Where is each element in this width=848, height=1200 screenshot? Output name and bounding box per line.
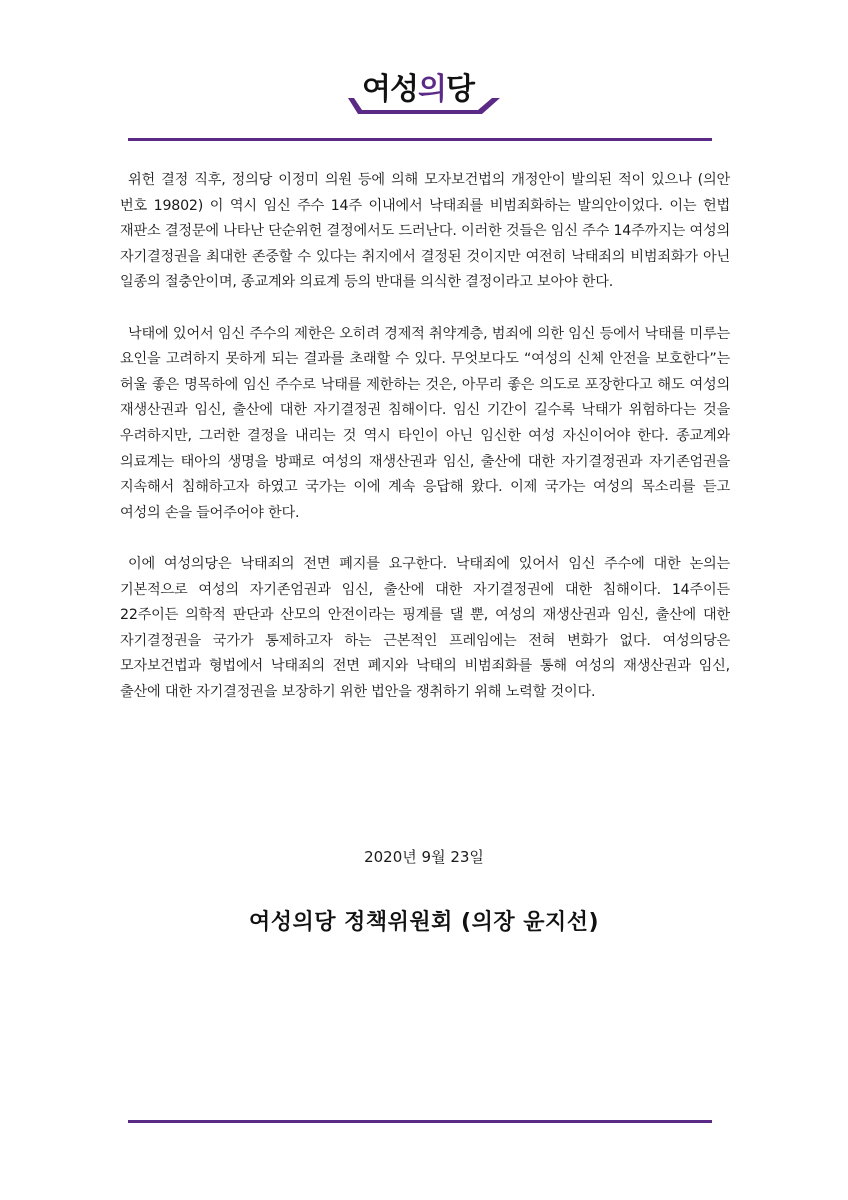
logo-text-accent: 의 xyxy=(418,72,446,107)
header-divider xyxy=(128,138,712,141)
party-logo xyxy=(334,70,514,126)
statement-date: 2020년 9월 23일 xyxy=(364,848,484,866)
logo-swoosh-icon xyxy=(334,70,514,126)
footer-divider xyxy=(128,1120,712,1123)
logo-swoosh-shape xyxy=(348,98,500,114)
statement-signature: 여성의당 정책위원회 (의장 윤지선) xyxy=(248,910,600,935)
paragraph-2: 낙태에 있어서 임신 주수의 제한은 오히려 경제적 취약계층, 범죄에 의한 임신 등에서 낙태를 미루는 요인을 고려하지 못하게 되는 결과를 초래할 수 있다. 무엇보다도 “여성의 신체 안전을 보호한다”는 허울 좋은 명목하에 임신 주수로 낙태를 제한하는 것은, 아무리 좋은 의도로 포장한다고 해도 여성의 재생산권과 임신, 출산에 대한 자기결정권 침해이다. 임신 기간이 길수록 낙태가 위험하다는 것을 우려하지만, 그러한 결정을 내리는 것 역시 타인이 아닌 임신한 여성 자신이어야 한다. 종교계와 의료계는 태아의 생명을 방패로 여성의 재생산권과 임신, 출산에 대한 자기결정권과 자기존엄권을 지속해서 침해하고자 하였고 국가는 이에 계속 응답해 왔다. 이제 국가는 여성의 목소리를 듣고 여성의 손을 들어주어야 한다. xyxy=(120,325,730,521)
paragraph-1: 위헌 결정 직후, 정의당 이정미 의원 등에 의해 모자보건법의 개정안이 발의된 적이 있으나 (의안 번호 19802) 이 역시 임신 주수 14주 이내에서 낙태죄를 비범죄화하는 발의안이었다. 이는 헌법 재판소 결정문에 나타난 단순위헌 결정에서도 드러난다. 이러한 것들은 임신 주수 14주까지는 여성의 자기결정권을 최대한 존중할 수 있다는 취지에서 결정된 것이지만 여전히 낙태죄의 비범죄화가 아닌 일종의 절충안이며, 종교계와 의료계 등의 반대를 의식한 결정이라고 보아야 한다. xyxy=(120,172,730,291)
logo-text-part1: 여성 xyxy=(362,72,418,107)
logo-text-part2: 당 xyxy=(445,72,474,107)
statement-body xyxy=(120,168,730,731)
paragraph-3: 이에 여성의당은 낙태죄의 전면 폐지를 요구한다. 낙태죄에 있어서 임신 주수에 대한 논의는 기본적으로 여성의 자기존엄권과 임신, 출산에 대한 자기결정권에 대한 침해이다. 14주이든 22주이든 의학적 판단과 산모의 안전이라는 핑계를 댈 뿐, 여성의 재생산권과 임신, 출산에 대한 자기결정권을 국가가 통제하고자 하는 근본적인 프레임에는 전혀 변화가 없다. 여성의당은 모자보건법과 형법에서 낙태죄의 전면 폐지와 낙태의 비범죄화를 통해 여성의 재생산권과 임신, 출산에 대한 자기결정권을 보장하기 위한 법안을 쟁취하기 위해 노력할 것이다. xyxy=(120,555,730,700)
